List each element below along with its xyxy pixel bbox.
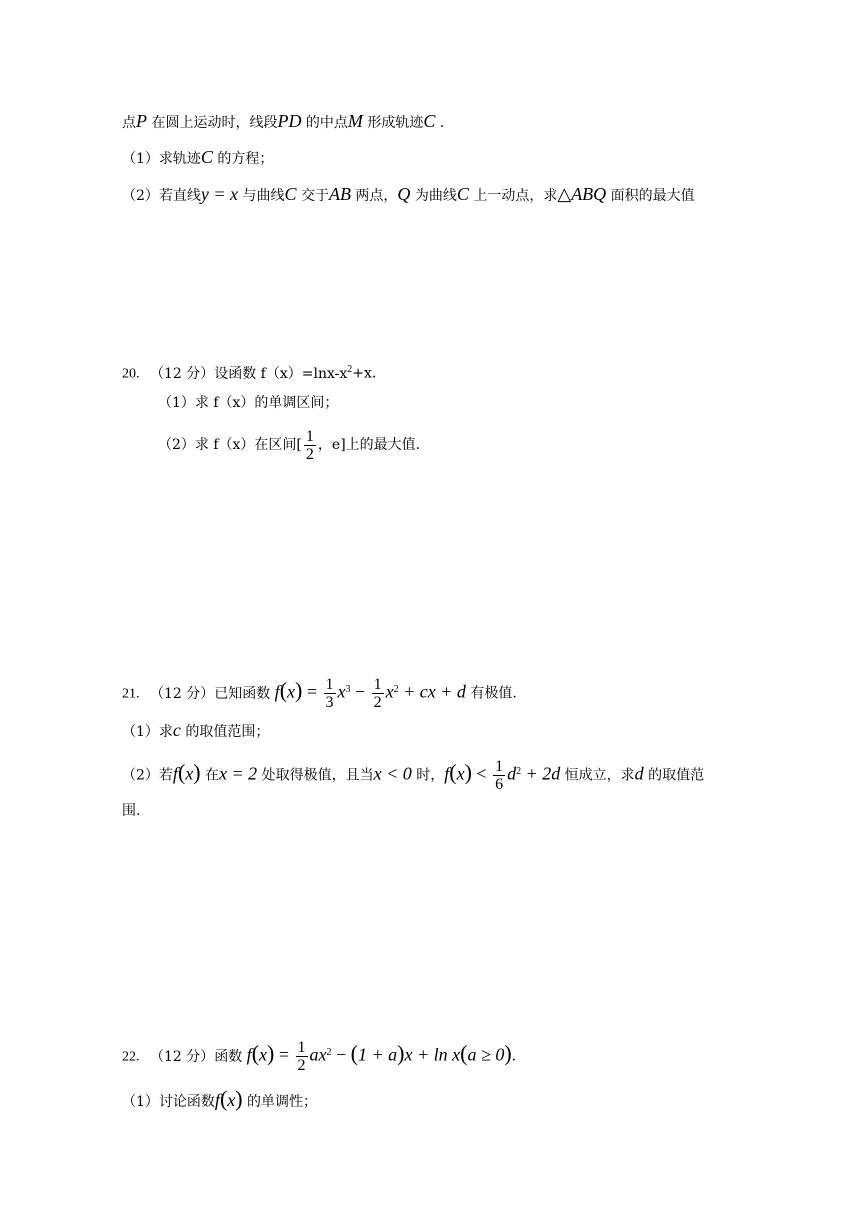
paren: ) [464, 759, 472, 785]
text: 与曲线 [238, 188, 285, 204]
text: 围. [122, 803, 141, 819]
paren: ( [219, 1086, 228, 1111]
math-eq-line: y = x [200, 184, 239, 204]
text: （2）若 [122, 767, 173, 784]
math-expression: 1 + a [357, 1044, 398, 1065]
math-var-x: x [287, 681, 296, 702]
text: 的取值范 [643, 767, 705, 784]
fraction-denominator: 6 [495, 776, 504, 794]
text: 在圆上运动时，线段 [147, 115, 278, 131]
math-var-q: Q [397, 184, 411, 204]
text: 交于 [296, 188, 329, 204]
text: 的单调性； [242, 1094, 318, 1110]
text: （2）若直线 [122, 188, 201, 204]
math-var-c: C [456, 184, 469, 204]
fraction [493, 758, 505, 793]
fraction-numerator: 1 [305, 427, 314, 445]
math-var-p: P [136, 111, 147, 131]
fraction [304, 428, 316, 463]
paren: ) [295, 677, 303, 703]
question-number: 22. [122, 1049, 140, 1065]
text: 处取得极值，且当 [257, 767, 374, 784]
math-func-f: f [444, 763, 450, 784]
text: （1）求 f（x）的单调区间； [158, 395, 339, 411]
text: 有极值. [465, 685, 517, 702]
q22-part1 [122, 1084, 317, 1117]
q20-part2 [158, 425, 420, 465]
math-var-c: C [423, 111, 436, 131]
text: （2）求 f（x）在区间[ [158, 437, 302, 453]
math-condition: a ≥ 0 [467, 1044, 505, 1065]
math-expression: x + ln x [404, 1044, 461, 1065]
superscript: 3 [345, 684, 351, 695]
text: . [435, 115, 445, 131]
math-func-f: f [246, 1044, 252, 1065]
math-inequality: x < 0 [373, 763, 412, 784]
fraction-denominator: 2 [373, 694, 382, 712]
text: （1）讨论函数 [122, 1094, 215, 1110]
question-number: 21. [122, 686, 140, 702]
text: （12 分）设函数 f（x）=lnx-x [149, 365, 348, 382]
math-var-c: c [172, 720, 181, 740]
q19-part1 [122, 146, 273, 170]
text: 的中点 [301, 115, 348, 131]
fraction-numerator: 1 [325, 676, 334, 694]
equals: = [302, 681, 322, 702]
paren: ( [350, 1040, 358, 1066]
superscript: 2 [516, 766, 522, 777]
math-expression: + 2d [521, 763, 561, 784]
minus: − [331, 1044, 351, 1065]
text: 形成轨迹 [362, 115, 424, 131]
text: （12 分）已知函数 [149, 685, 271, 702]
math-var-c: C [284, 184, 297, 204]
math-var-d: d [507, 763, 517, 784]
text: 在 [200, 767, 220, 784]
fraction-denominator: 2 [305, 445, 314, 463]
math-var-d: d [634, 763, 644, 784]
text: （12 分）函数 [149, 1048, 243, 1065]
math-var-m: M [347, 111, 363, 131]
paren: ) [235, 1086, 243, 1111]
q19-intro-line [122, 110, 444, 134]
paren: ) [267, 1040, 275, 1066]
paren: ( [251, 1040, 260, 1066]
text: ，e]上的最大值. [317, 437, 421, 453]
text: 的取值范围； [180, 724, 270, 740]
text: 两点， [350, 188, 398, 204]
math-func-f: f [274, 681, 280, 702]
less-than: < [471, 763, 492, 784]
text: 面积的最大值 [606, 188, 695, 204]
paren: ( [177, 759, 186, 785]
text: . [511, 1048, 517, 1065]
fraction-denominator: 3 [325, 694, 334, 712]
q21-heading [122, 670, 517, 715]
fraction-numerator: 1 [495, 758, 504, 776]
math-func-f: f [172, 763, 178, 784]
q22-heading [122, 1033, 516, 1078]
text: 时， [411, 767, 445, 784]
fraction [296, 1039, 308, 1074]
text: （1）求轨迹 [122, 151, 201, 167]
paren: ( [279, 677, 288, 703]
q20-heading [122, 359, 376, 386]
fraction [324, 676, 336, 711]
text: 为曲线 [410, 188, 457, 204]
q21-part2-wrap [122, 800, 140, 822]
question-number: 20. [122, 366, 140, 382]
text: 上一动点，求 [468, 188, 558, 204]
paren: ) [504, 1040, 512, 1066]
math-var-pd: PD [277, 111, 302, 131]
paren: ( [449, 759, 457, 785]
q19-part2 [122, 183, 695, 207]
superscript: 2 [347, 364, 353, 375]
math-var-x: x [227, 1090, 236, 1110]
fraction [372, 676, 384, 711]
math-var-x: x [185, 763, 194, 784]
q21-part1 [122, 719, 269, 743]
math-var-x: x [456, 763, 465, 784]
superscript: 2 [393, 684, 399, 695]
triangle-symbol: △ [557, 184, 572, 204]
text: 的方程； [212, 151, 274, 167]
math-var-c: C [200, 147, 213, 167]
text: +x. [352, 365, 377, 382]
fraction-numerator: 1 [297, 1039, 306, 1057]
math-equation: x = 2 [219, 763, 258, 784]
paren: ( [460, 1040, 468, 1066]
q20-part1 [158, 392, 338, 414]
fraction-denominator: 2 [297, 1057, 306, 1075]
text: 点 [122, 115, 136, 131]
math-var-x: x [385, 681, 394, 702]
text: 恒成立，求 [560, 767, 635, 784]
math-var-x: x [259, 1044, 268, 1065]
q21-part2 [122, 752, 704, 796]
equals: = [274, 1044, 294, 1065]
math-expression: + cx + d [398, 681, 466, 702]
text: （1）求 [122, 724, 173, 740]
fraction-numerator: 1 [373, 676, 382, 694]
math-var-abq: ABQ [571, 184, 607, 204]
minus: − [350, 681, 370, 702]
math-var-ab: AB [328, 184, 351, 204]
superscript: 2 [326, 1047, 332, 1058]
paren: ) [193, 759, 201, 785]
math-func-f: f [214, 1090, 220, 1110]
paren: ) [397, 1040, 405, 1066]
math-var-x: x [337, 681, 346, 702]
math-term-ax: ax [309, 1044, 327, 1065]
